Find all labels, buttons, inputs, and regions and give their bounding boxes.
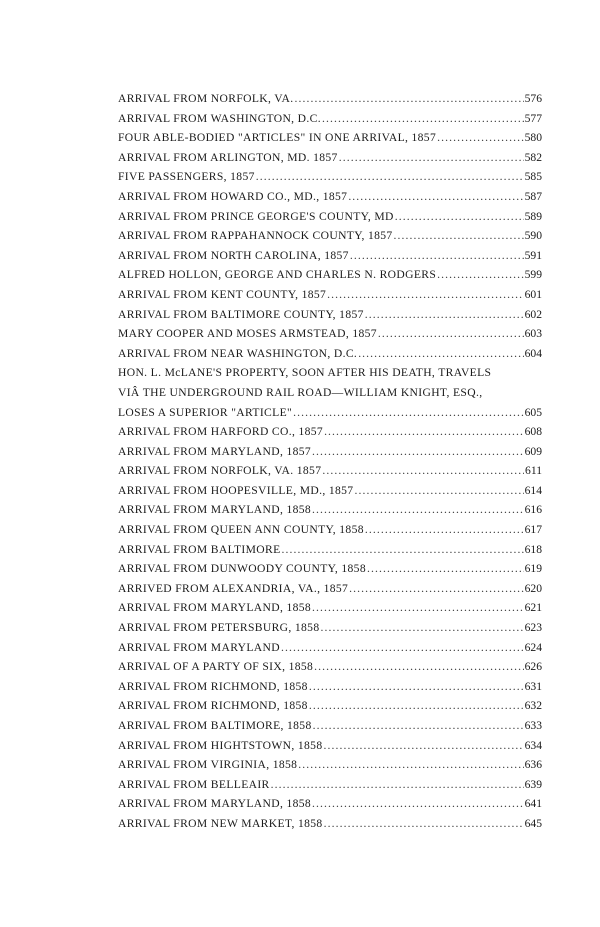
toc-entry bbox=[118, 148, 542, 168]
toc-page-number: 601 bbox=[524, 287, 542, 301]
toc-entry-title: ARRIVAL FROM NORTH CAROLINA, 1857 bbox=[118, 248, 349, 262]
toc-entry bbox=[118, 540, 542, 560]
toc-entry bbox=[118, 481, 542, 501]
toc-entry-title: ARRIVAL OF A PARTY OF SIX, 1858 bbox=[118, 660, 314, 674]
dot-leader bbox=[437, 265, 523, 285]
toc-page-number: 632 bbox=[524, 699, 542, 713]
toc-entry bbox=[118, 128, 542, 148]
toc-entry-line: VIÂ THE UNDERGROUND RAIL ROAD—WILLIAM KNIGHT, ESQ., bbox=[118, 385, 483, 399]
toc-entry-title: ARRIVAL FROM RAPPAHANNOCK COUNTY, 1857 bbox=[118, 229, 393, 243]
toc-page-number: 591 bbox=[524, 248, 542, 262]
toc-page-number: 617 bbox=[524, 523, 542, 537]
dot-leader bbox=[358, 344, 523, 364]
toc-entry-title: ARRIVAL FROM QUEEN ANN COUNTY, 1858 bbox=[118, 523, 364, 537]
dot-leader bbox=[350, 246, 524, 266]
toc-entry bbox=[118, 109, 542, 129]
toc-page-number: 585 bbox=[524, 170, 542, 184]
dot-leader bbox=[437, 128, 524, 148]
dot-leader bbox=[327, 285, 523, 305]
toc-entry bbox=[118, 677, 542, 697]
dot-leader bbox=[394, 226, 524, 246]
toc-entry bbox=[118, 442, 542, 462]
toc-entry-title: ARRIVAL FROM NEAR WASHINGTON, D.C. bbox=[118, 346, 358, 360]
dot-leader bbox=[295, 89, 524, 109]
dot-leader bbox=[320, 618, 523, 638]
toc-page-number: 631 bbox=[524, 679, 542, 693]
toc-entry-title: ARRIVAL FROM HOWARD CO., MD., 1857 bbox=[118, 189, 348, 203]
dot-leader bbox=[312, 598, 524, 618]
toc-page-number: 616 bbox=[524, 503, 542, 517]
toc-page-number: 626 bbox=[524, 660, 542, 674]
toc-entry bbox=[118, 344, 542, 364]
toc-entry-title: ARRIVAL FROM RICHMOND, 1858 bbox=[118, 679, 308, 693]
toc-page-number: 639 bbox=[524, 777, 542, 791]
dot-leader bbox=[354, 481, 523, 501]
toc-entry bbox=[118, 794, 542, 814]
toc-entry-title: ARRIVAL FROM MARYLAND, 1858 bbox=[118, 503, 312, 517]
dot-leader bbox=[313, 716, 524, 736]
toc-entry bbox=[118, 618, 542, 638]
toc-page-number: 576 bbox=[524, 92, 542, 105]
toc-entry-title: ARRIVAL FROM BELLEAIR bbox=[118, 777, 270, 791]
toc-page-number: 614 bbox=[524, 483, 542, 497]
toc-entry bbox=[118, 461, 542, 481]
toc-entry-title: ARRIVAL FROM RICHMOND, 1858 bbox=[118, 699, 308, 713]
toc-page-number: 633 bbox=[524, 719, 542, 732]
toc-entry bbox=[118, 285, 542, 305]
toc-entry-title: ARRIVAL FROM BALTIMORE, 1858 bbox=[118, 719, 312, 732]
toc-page-number: 619 bbox=[524, 562, 542, 576]
toc-entry-title: ARRIVAL FROM PETERSBURG, 1858 bbox=[118, 621, 320, 635]
toc-entry bbox=[118, 755, 542, 775]
dot-leader bbox=[293, 403, 524, 423]
toc-entry-title: ARRIVAL FROM MARYLAND, 1858 bbox=[118, 601, 312, 615]
toc-entry bbox=[118, 814, 542, 834]
toc-page-number: 582 bbox=[524, 150, 542, 164]
dot-leader bbox=[365, 305, 524, 325]
toc-page-number: 609 bbox=[524, 444, 542, 458]
toc-entry bbox=[118, 696, 542, 716]
toc-page-number: 605 bbox=[524, 405, 542, 419]
toc-entry bbox=[118, 246, 542, 266]
toc-entry bbox=[118, 520, 542, 540]
toc-entry-title: ARRIVAL FROM NORFOLK, VA. bbox=[118, 92, 294, 105]
toc-entry-title: ARRIVAL FROM DUNWOODY COUNTY, 1858 bbox=[118, 562, 366, 576]
dot-leader bbox=[322, 461, 524, 481]
dot-leader bbox=[312, 442, 524, 462]
dot-leader bbox=[324, 814, 524, 834]
toc-entry-title: FOUR ABLE-BODIED "ARTICLES" IN ONE ARRIVAL, 1857 bbox=[118, 131, 437, 145]
toc-entry bbox=[118, 657, 542, 677]
toc-page-number: 611 bbox=[525, 464, 542, 478]
toc-page-number: 602 bbox=[524, 307, 542, 321]
toc-entry bbox=[118, 305, 542, 325]
dot-leader bbox=[314, 657, 523, 677]
dot-leader bbox=[324, 422, 524, 442]
toc-page-number: 620 bbox=[524, 581, 542, 595]
toc-entry-title: MARY COOPER AND MOSES ARMSTEAD, 1857 bbox=[118, 327, 377, 341]
toc-page-number: 589 bbox=[524, 209, 542, 223]
dot-leader bbox=[281, 638, 524, 658]
toc-entry bbox=[118, 324, 542, 344]
toc-entry-title: LOSES A SUPERIOR "ARTICLE" bbox=[118, 405, 293, 419]
dot-leader bbox=[395, 207, 524, 227]
toc-entry bbox=[118, 167, 542, 187]
toc-entry bbox=[118, 500, 542, 520]
toc-page-number: 621 bbox=[524, 601, 542, 615]
toc-entry bbox=[118, 89, 542, 109]
toc-entry bbox=[118, 598, 542, 618]
toc-page-number: 587 bbox=[524, 189, 542, 203]
dot-leader bbox=[282, 540, 524, 560]
dot-leader bbox=[309, 696, 524, 716]
dot-leader bbox=[271, 775, 524, 795]
dot-leader bbox=[378, 324, 524, 344]
dot-leader bbox=[312, 500, 524, 520]
toc-entry-title: ARRIVAL FROM BALTIMORE bbox=[118, 542, 281, 556]
toc-entry bbox=[118, 559, 542, 579]
toc-entry-title: ARRIVAL FROM HARFORD CO., 1857 bbox=[118, 425, 324, 439]
toc-page-number: 603 bbox=[524, 327, 542, 341]
toc-entry bbox=[118, 403, 542, 423]
toc-entry bbox=[118, 226, 542, 246]
table-of-contents bbox=[118, 89, 542, 834]
toc-page-number: 608 bbox=[524, 425, 542, 439]
dot-leader bbox=[349, 579, 523, 599]
toc-page-number: 618 bbox=[524, 542, 542, 556]
toc-page-number: 604 bbox=[524, 346, 542, 360]
dot-leader bbox=[339, 148, 524, 168]
dot-leader bbox=[323, 736, 523, 756]
toc-entry bbox=[118, 207, 542, 227]
toc-page-number: 645 bbox=[524, 816, 542, 830]
toc-page-number: 624 bbox=[524, 640, 542, 654]
toc-entry-title: ARRIVAL FROM MARYLAND, 1857 bbox=[118, 444, 312, 458]
dot-leader bbox=[365, 520, 524, 540]
toc-entry-title: ALFRED HOLLON, GEORGE AND CHARLES N. RODGERS bbox=[118, 268, 437, 282]
dot-leader bbox=[322, 109, 524, 129]
toc-page-number: 641 bbox=[524, 797, 542, 811]
toc-entry-title: ARRIVED FROM ALEXANDRIA, VA., 1857 bbox=[118, 581, 349, 595]
toc-entry bbox=[118, 265, 542, 285]
toc-entry-title: ARRIVAL FROM MARYLAND bbox=[118, 640, 280, 654]
toc-entry-title: ARRIVAL FROM NEW MARKET, 1858 bbox=[118, 816, 323, 830]
toc-entry-title: ARRIVAL FROM BALTIMORE COUNTY, 1857 bbox=[118, 307, 364, 321]
toc-page-number: 580 bbox=[524, 131, 542, 145]
dot-leader bbox=[309, 677, 524, 697]
toc-entry bbox=[118, 775, 542, 795]
dot-leader bbox=[348, 187, 523, 207]
toc-entry-title: ARRIVAL FROM PRINCE GEORGE'S COUNTY, MD bbox=[118, 209, 394, 223]
toc-entry bbox=[118, 422, 542, 442]
toc-page-number: 636 bbox=[524, 758, 542, 772]
toc-page-number: 623 bbox=[524, 621, 542, 635]
toc-entry-title: ARRIVAL FROM HOOPESVILLE, MD., 1857 bbox=[118, 483, 354, 497]
toc-entry-title: ARRIVAL FROM ARLINGTON, MD. 1857 bbox=[118, 150, 338, 164]
toc-entry-line: HON. L. McLANE'S PROPERTY, SOON AFTER HIS DEATH, TRAVELS bbox=[118, 366, 492, 380]
toc-entry bbox=[118, 736, 542, 756]
toc-entry bbox=[118, 187, 542, 207]
toc-page-number: 590 bbox=[524, 229, 542, 243]
toc-entry-title: ARRIVAL FROM MARYLAND, 1858 bbox=[118, 797, 312, 811]
toc-entry bbox=[118, 638, 542, 658]
toc-entry-title: ARRIVAL FROM HIGHTSTOWN, 1858 bbox=[118, 738, 323, 752]
toc-entry-title: ARRIVAL FROM WASHINGTON, D.C. bbox=[118, 111, 321, 125]
toc-page-number: 577 bbox=[524, 111, 542, 125]
toc-entry-title: FIVE PASSENGERS, 1857 bbox=[118, 170, 255, 184]
toc-entry bbox=[118, 716, 542, 736]
toc-entry-title: ARRIVAL FROM KENT COUNTY, 1857 bbox=[118, 287, 327, 301]
toc-page-number: 634 bbox=[524, 738, 542, 752]
toc-entry-title: ARRIVAL FROM NORFOLK, VA. 1857 bbox=[118, 464, 322, 478]
dot-leader bbox=[298, 755, 523, 775]
dot-leader bbox=[312, 794, 524, 814]
dot-leader bbox=[367, 559, 524, 579]
dot-leader bbox=[256, 167, 524, 187]
toc-entry-title: ARRIVAL FROM VIRGINIA, 1858 bbox=[118, 758, 298, 772]
toc-page-number: 599 bbox=[524, 268, 542, 282]
toc-entry bbox=[118, 579, 542, 599]
